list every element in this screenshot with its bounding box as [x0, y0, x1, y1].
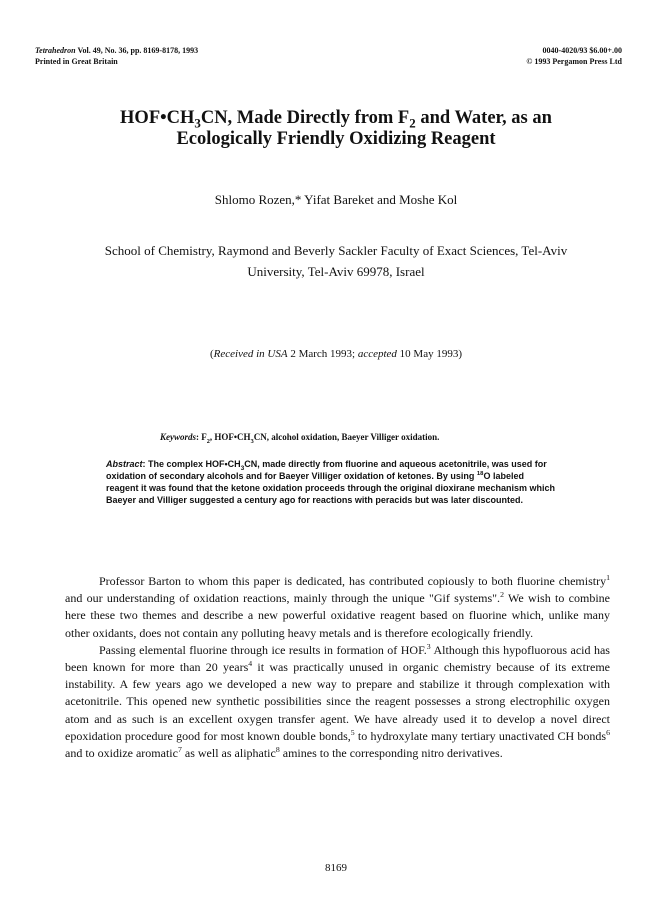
affiliation-line-2: University, Tel-Aviv 69978, Israel — [247, 264, 425, 279]
reference-marker: 4 — [248, 659, 253, 669]
issn-code: 0040-4020/93 $6.00+.00 — [542, 46, 622, 55]
reference-marker: 6 — [606, 727, 610, 737]
printed-in: Printed in Great Britain — [35, 57, 118, 66]
journal-header — [35, 45, 198, 67]
publisher-header — [526, 45, 622, 67]
abstract-label: Abstract — [106, 459, 143, 469]
keywords-label: Keywords — [160, 432, 196, 442]
paragraph: Passing elemental fluorine through ice results in formation of HOF.$^3$ Although this hypofluorous acid has been known for more than 20 years$^4$ it was practically unused in organic chemistry because of its extreme instability. A few years ago we developed a new way to prepare and stabilize it through complexation with acetonitrile. This opened new synthetic possibilities since the reagent possesses a strong electrophilic oxygen atom and as such is an excellent oxygen transfer agent. We have already used it to develop a novel direct epoxidation procedure good for most known double bonds,$^5$ to hydroxylate many tertiary unactivated CH bonds$^6$ and to oxidize aromatic$^7$ as well as aliphatic$^8$ amines to the corresponding nitro derivatives. — [65, 641, 610, 761]
reference-marker: 2 — [500, 590, 504, 600]
received-dates: (Received in USA 2 March 1993; accepted 10 May 1993) — [209, 348, 462, 360]
paragraph: Professor Barton to whom this paper is dedicated, has contributed copiously to both fluorine chemistry$^1$ and our understanding of oxidation reactions, mainly through the unique "Gif systems".$^2$ We wish to combine here these two themes and describe a new powerful oxidative reagent based on fluorine which, unlike many other oxidants, does not contain any polluting heavy metals and is therefore ecologically friendly. — [65, 573, 610, 640]
abstract: Abstract: The complex $HOF•CH_3CN$, made directly from fluorine and aqueous acetonitrile, was used for oxidation of secondary alcohols and for Baeyer Villiger oxidation of ketones. By using $^{18}$O labeled reagent it was found that the ketone oxidation proceeds through the original dioxirane mechanism which Baeyer and Villiger suggested a century ago for reactions with peracids but was later discounted. — [106, 459, 556, 505]
author-list: Shlomo Rozen,* Yifat Bareket and Moshe Kol — [214, 192, 458, 207]
affiliation-line-1: School of Chemistry, Raymond and Beverly Sackler Faculty of Exact Sciences, Tel-Aviv — [104, 243, 568, 258]
copyright: © 1993 Pergamon Press Ltd — [526, 57, 622, 66]
reference-marker: 5 — [350, 727, 355, 737]
affiliation — [40, 240, 632, 282]
reference-marker: 3 — [426, 641, 431, 651]
title-line-2: Ecologically Friendly Oxidizing Reagent — [176, 129, 496, 149]
reference-marker: 8 — [275, 745, 280, 755]
keywords: Keywords: $F_2$, $HOF•CH_3CN$, alcohol oxidation, Baeyer Villiger oxidation. — [160, 432, 440, 445]
reference-marker: 1 — [606, 573, 610, 582]
body-text — [65, 573, 610, 762]
reference-marker: 7 — [177, 745, 182, 755]
page-number: 8169 — [325, 862, 347, 874]
paper-title — [60, 108, 612, 150]
title-line-1: $HOF•CH_3CN$, Made Directly from $F_2$ and Water, as an — [120, 108, 552, 131]
journal-citation: Tetrahedron Vol. 49, No. 36, pp. 8169-8178, 1993 — [35, 46, 199, 55]
